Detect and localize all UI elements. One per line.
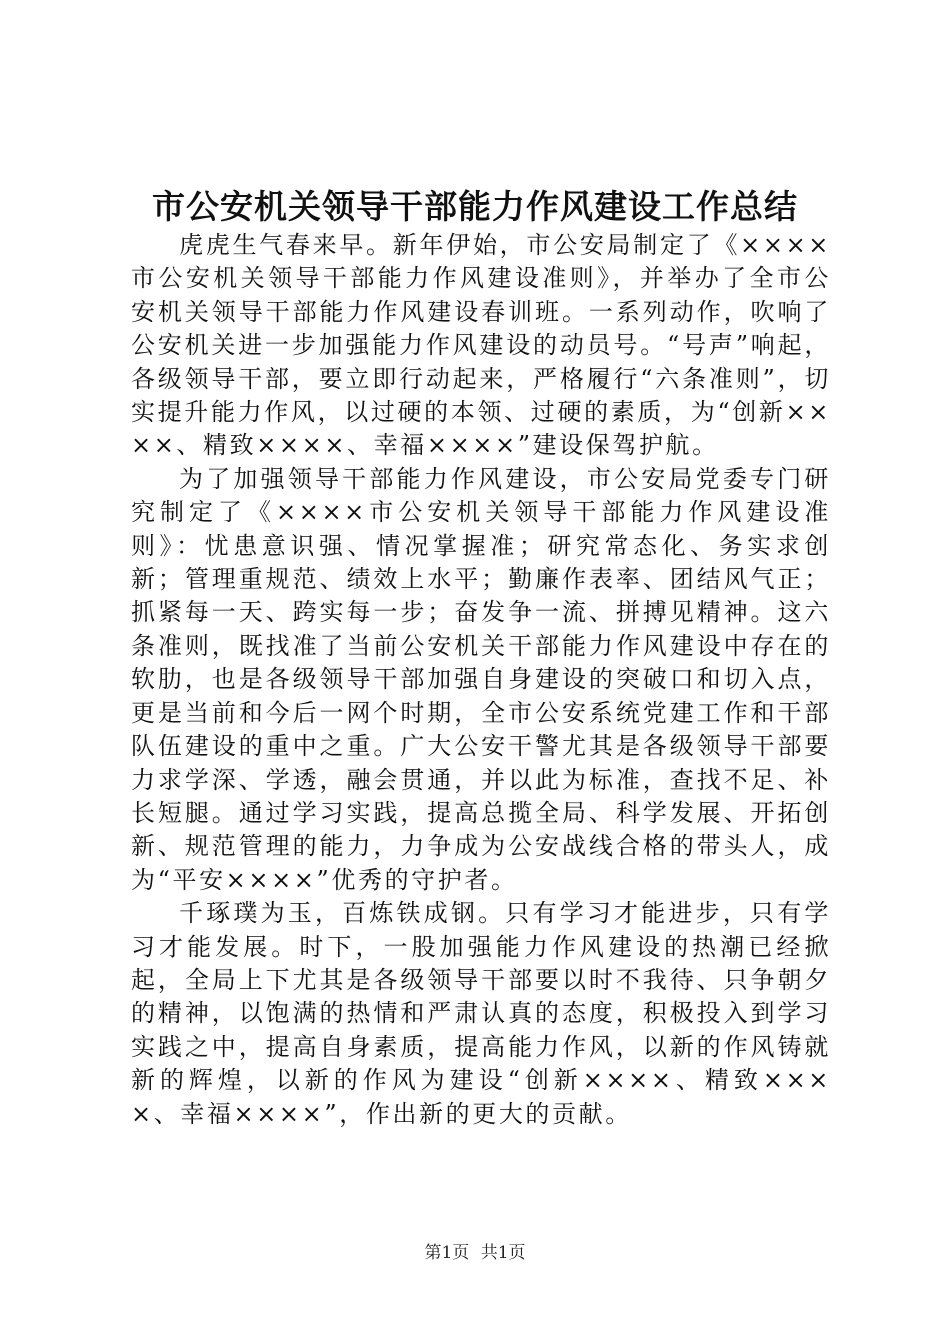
page-footer <box>0 1241 950 1265</box>
document-title: 市公安机关领导干部能力作风建设工作总结 <box>152 187 798 226</box>
paragraph-3: 千琢璞为玉，百炼铁成钢。只有学习才能进步，只有学习才能发展。时下，一股加强能力作风建设的热潮已经掀起，全局上下尤其是各级领导干部要以时不我待、只争朝夕的精神，以饱满的热情和严肃认真的态度，积极投入到学习实践之中，提高自身素质，提高能力作风，以新的作风铸就新的辉煌，以新的作风为建设“创新××××、精致××××、幸福××××”，作出新的更大的贡献。 <box>131 899 831 1128</box>
document-body <box>131 229 831 1131</box>
page-number-total: 共1页 <box>480 1243 526 1263</box>
paragraph-1: 虎虎生气春来早。新年伊始，市公安局制定了《××××市公安机关领导干部能力作风建设准则》，并举办了全市公安机关领导干部能力作风建设春训班。一系列动作，吹响了公安机关进一步加强能力作风建设的动员号。“号声”响起，各级领导干部，要立即行动起来，严格履行“六条准则”，切实提升能力作风，以过硬的本领、过硬的素质，为“创新××××、精致××××、幸福××××”建设保驾护航。 <box>131 231 831 460</box>
paragraph-2: 为了加强领导干部能力作风建设，市公安局党委专门研究制定了《××××市公安机关领导干部能力作风建设准则》：忧患意识强、情况掌握准；研究常态化、务实求创新；管理重规范、绩效上水平；勤廉作表率、团结风气正；抓紧每一天、跨实每一步；奋发争一流、拼搏见精神。这六条准则，既找准了当前公安机关干部能力作风建设中存在的软肋，也是各级领导干部加强自身建设的突破口和切入点，更是当前和今后一网个时期，全市公安系统党建工作和干部队伍建设的重中之重。广大公安干警尤其是各级领导干部要力求学深、学透，融会贯通，并以此为标准，查找不足、补长短腿。通过学习实践，提高总揽全局、科学发展、开拓创新、规范管理的能力，力争成为公安战线合格的带头人，成为“平安××××”优秀的守护者。 <box>131 464 831 894</box>
page-number-current: 第1页 <box>424 1243 470 1263</box>
